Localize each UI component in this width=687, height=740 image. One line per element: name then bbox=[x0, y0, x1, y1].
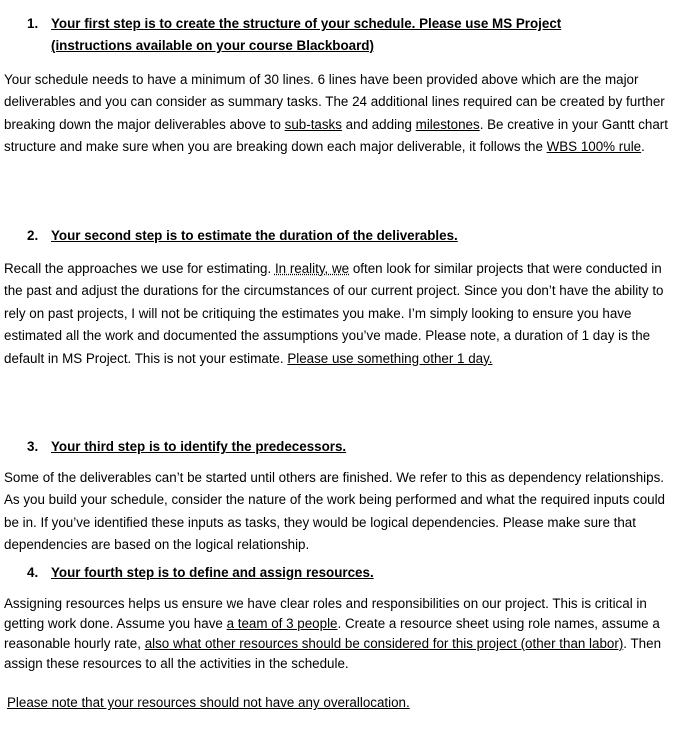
step-1-text-d: . bbox=[641, 139, 645, 155]
other-resources-phrase: also what other resources should be considered for this project (other than labor) bbox=[144, 636, 624, 651]
team-size-phrase: a team of 3 people bbox=[226, 616, 338, 631]
step-4-number: 4. bbox=[27, 565, 39, 580]
step-2-paragraph bbox=[4, 258, 668, 370]
step-1-number: 1. bbox=[27, 16, 39, 31]
step-2-title: Your second step is to estimate the duration of the deliverables. bbox=[51, 228, 458, 243]
step-2-heading bbox=[27, 225, 651, 247]
step-3-paragraph bbox=[4, 467, 668, 557]
step-1-heading bbox=[27, 13, 651, 57]
step-1-paragraph bbox=[4, 69, 668, 159]
in-reality-phrase: In reality, we bbox=[274, 261, 350, 276]
sub-tasks-link[interactable]: sub-tasks bbox=[284, 116, 342, 132]
step-3-text: Some of the deliverables can’t be started until others are finished. We refer to this as dependency relationships. As you build your schedule, consider the nature of the work being performed and what the required inputs could be in. If you’ve identified these inputs as tasks, they would be logical dependencies. Please make sure that dependencies are based on the logical relationship. bbox=[4, 470, 666, 553]
step-3-title: Your third step is to identify the predecessors. bbox=[51, 439, 347, 454]
step-3-number: 3. bbox=[27, 439, 39, 454]
step-4-paragraph bbox=[4, 594, 668, 674]
step-2-text-b: often look for similar projects that were conducted in the past and adjust the durations for the circumstances of our current project. Since you don’t have the ability to rely on past projects, I will not be critiquing the estimates you make. I’m simply looking to ensure you have estimated all the work and documented the assumptions you’ve made. Please note, a duration of 1 day is the default in MS Project. This is not your estimate. bbox=[4, 261, 664, 366]
step-4-heading bbox=[27, 562, 651, 584]
step-1-text-a: Your schedule needs to have a minimum of 30 lines. 6 lines have been provided above which are the major deliverables and you can consider as summary tasks. The 24 additional lines required can be created by further breaking down the major deliverables above to bbox=[4, 72, 665, 132]
step-1-text-c: . Be creative in your Gantt chart structure and make sure when you are breaking down each major deliverable, it follows the bbox=[4, 116, 668, 155]
step-2-text-a: Recall the approaches we use for estimating. bbox=[4, 261, 275, 276]
step-4-text-b: . Create a resource sheet using role names, assume a reasonable hourly rate, bbox=[4, 616, 660, 651]
wbs-rule-link[interactable]: WBS 100% rule bbox=[546, 139, 642, 155]
step-1-title-line-1: Your first step is to create the structure of your schedule. Please use MS Project bbox=[51, 16, 562, 31]
step-4-text-a: Assigning resources helps us ensure we have clear roles and responsibilities on our project. This is critical in getting work done. Assume you have bbox=[4, 596, 647, 631]
step-1-title-line-2: (instructions available on your course Blackboard) bbox=[51, 38, 374, 53]
step-2-number: 2. bbox=[27, 228, 39, 243]
step-1-text-b: and adding bbox=[341, 116, 416, 132]
duration-note: Please use something other 1 day. bbox=[287, 350, 493, 366]
milestones-link[interactable]: milestones bbox=[415, 116, 480, 132]
step-4-title: Your fourth step is to define and assign resources. bbox=[51, 565, 374, 580]
overallocation-note: Please note that your resources should not have any overallocation. bbox=[7, 695, 410, 710]
step-4-text-c: . Then assign these resources to all the activities in the schedule. bbox=[4, 636, 662, 671]
step-3-heading bbox=[27, 436, 651, 458]
